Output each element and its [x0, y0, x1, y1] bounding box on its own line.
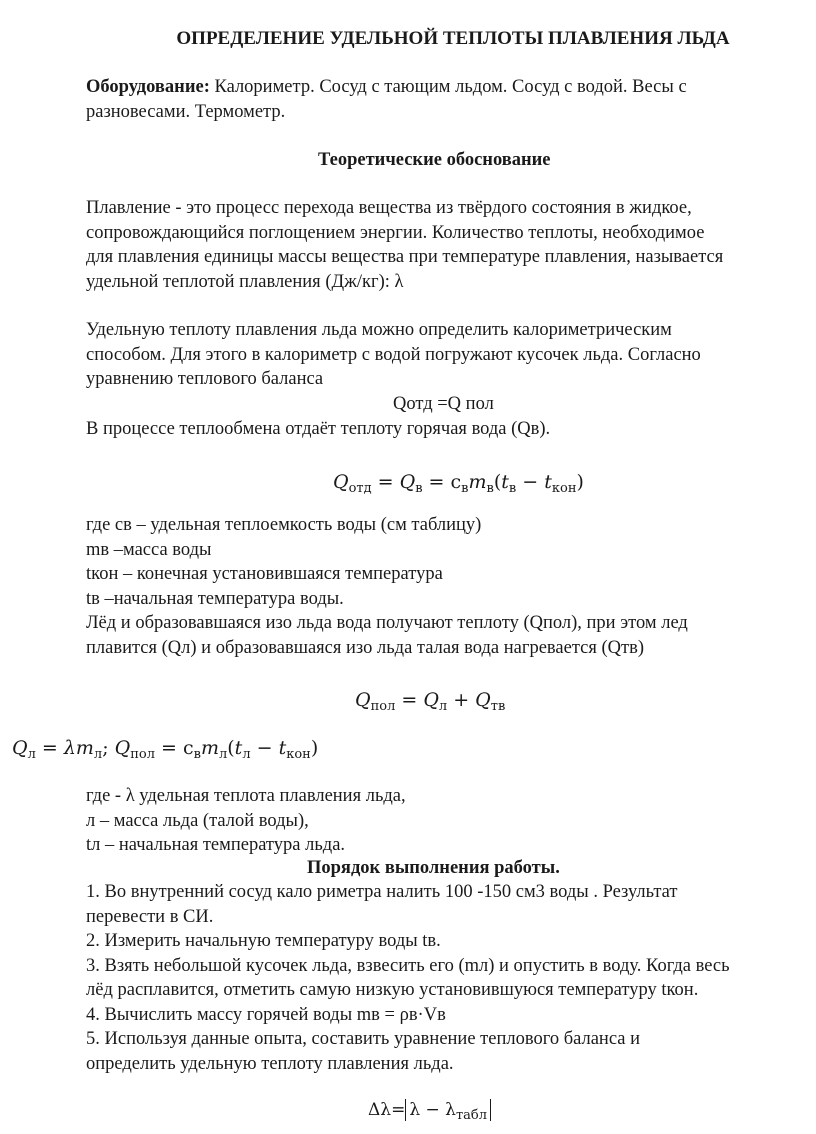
formula-operator: − — [420, 1100, 446, 1120]
formula-operator: − — [516, 471, 545, 493]
formula-operator: + — [447, 689, 476, 711]
formula-subscript: кон — [551, 481, 577, 496]
formula-symbol: Q — [355, 689, 371, 711]
formula-paren: ( — [227, 737, 235, 759]
formula-subscript: пол — [370, 699, 396, 714]
formula-symbol: c — [182, 737, 194, 759]
formula-delta-lambda — [368, 1098, 491, 1123]
formula-symbol: t — [278, 737, 287, 759]
formula-symbol: m — [468, 471, 487, 493]
formula-symbol: Q — [423, 689, 439, 711]
text-line: tл – начальная температура льда. — [86, 835, 346, 855]
text-line: tв –начальная температура воды. — [86, 588, 344, 609]
formula-paren: ) — [310, 737, 319, 759]
formula-symbol: Q — [333, 471, 349, 493]
theory-paragraph-2 — [86, 318, 701, 392]
formula-symbol: Δλ — [368, 1100, 392, 1120]
procedure-steps — [86, 880, 730, 1076]
formula-subscript: табл — [455, 1108, 487, 1123]
definitions-2 — [86, 784, 406, 858]
equipment-section — [86, 75, 687, 124]
formula-subscript: в — [486, 481, 494, 496]
text-line: Плавление - это процесс перехода вещества из твёрдого состояния в жидкое, — [86, 198, 692, 218]
page-title: ОПРЕДЕЛЕНИЕ УДЕЛЬНОЙ ТЕПЛОТЫ ПЛАВЛЕНИЯ ЛЬДА — [176, 28, 730, 49]
step-line: 4. Вычислить массу горячей воды mв = ρв·Vв — [86, 1004, 446, 1025]
equipment-line-2: разновесами. Термометр. — [86, 101, 286, 122]
formula-operator: = — [395, 689, 424, 711]
formula-operator: = — [35, 737, 64, 759]
theory-paragraph-1 — [86, 196, 723, 294]
text-line: уравнению теплового баланса — [86, 369, 324, 389]
hot-water-line: В процессе теплообмена отдаёт теплоту горячая вода (Qв). — [86, 419, 551, 439]
procedure-heading: Порядок выполнения работы. — [307, 858, 560, 878]
formula-paren: ) — [576, 471, 584, 493]
formula-subscript: кон — [286, 747, 311, 762]
formula-operator: = — [371, 471, 400, 493]
formula-symbol: c — [450, 471, 462, 493]
formula-subscript: л — [438, 699, 448, 714]
formula-subscript: в — [461, 481, 469, 496]
formula-symbol: t — [234, 737, 243, 759]
formula-subscript: отд — [348, 481, 372, 496]
text-line: где св – удельная теплоемкость воды (см таблицу) — [86, 515, 482, 535]
step-line: перевести в СИ. — [86, 906, 214, 927]
formula-symbol: λ — [445, 1100, 456, 1120]
step-line: 3. Взять небольшой кусочек льда, взвесить его (mл) и опустить в воду. Когда весь — [86, 955, 730, 976]
formula-subscript: л — [27, 747, 36, 762]
formula-operator: − — [250, 737, 279, 759]
theory-heading: Теоретические обоснование — [318, 150, 551, 170]
text-line: tкон – конечная установившаяся температура — [86, 564, 443, 584]
equipment-line-1: Калориметр. Сосуд с тающим льдом. Сосуд с водой. Весы с — [214, 77, 687, 97]
text-line: способом. Для этого в калориметр с водой погружают кусочек льда. Согласно — [86, 344, 701, 365]
formula-operator: = — [391, 1100, 406, 1120]
text-line: л – масса льда (талой воды), — [86, 810, 309, 831]
text-line: mв –масса воды — [86, 539, 212, 560]
text-line: для плавления единицы массы вещества при температуре плавления, называется — [86, 247, 724, 267]
formula-symbol: λ — [63, 737, 76, 759]
text-line: Удельную теплоту плавления льда можно определить калориметрическим — [86, 320, 672, 340]
formula-abs — [405, 1099, 491, 1121]
step-line: лёд расплавится, отметить самую низкую установившуюся температуру tкон. — [86, 980, 699, 1000]
formula-symbol: m — [200, 737, 219, 759]
formula-symbol: Q — [399, 471, 416, 493]
formula-subscript: пол — [130, 747, 155, 762]
formula-q-l — [12, 736, 318, 761]
formula-symbol: t — [501, 471, 509, 493]
text-line: Лёд и образовавшаяся изо льда вода получают теплоту (Qпол), при этом лед — [86, 613, 688, 633]
balance-equation: Qотд =Q пол — [393, 394, 494, 414]
text-line: где - λ удельная теплота плавления льда, — [86, 786, 406, 806]
formula-operator: ; — [102, 737, 115, 759]
formula-subscript: л — [218, 747, 228, 762]
formula-subscript: л — [93, 747, 103, 762]
formula-subscript: в — [415, 481, 423, 496]
formula-subscript: тв — [490, 699, 506, 714]
formula-subscript: в — [193, 747, 201, 762]
text-line: удельной теплотой плавления (Дж/кг): λ — [86, 271, 404, 292]
formula-symbol: t — [544, 471, 552, 493]
formula-subscript: л — [242, 747, 251, 762]
formula-subscript: в — [508, 481, 517, 496]
formula-symbol: Q — [12, 737, 28, 759]
equipment-label: Оборудование: — [86, 77, 210, 97]
formula-symbol: m — [75, 737, 94, 759]
text-line: плавится (Qл) и образовавшаяся изо льда талая вода нагревается (Qтв) — [86, 637, 644, 658]
text-line: сопровождающийся поглощением энергии. Количество теплоты, необходимое — [86, 222, 705, 243]
step-line: 1. Во внутренний сосуд кало риметра налить 100 -150 см3 воды . Результат — [86, 882, 678, 902]
step-line: определить удельную теплоту плавления льда. — [86, 1053, 454, 1074]
formula-symbol: Q — [114, 737, 131, 759]
formula-symbol: λ — [409, 1100, 421, 1120]
formula-operator: = — [154, 737, 183, 759]
definitions-1 — [86, 513, 688, 660]
formula-symbol: Q — [475, 689, 491, 711]
step-line: 2. Измерить начальную температуру воды tв. — [86, 931, 441, 951]
formula-q-pol — [355, 688, 505, 713]
formula-q-otd — [333, 470, 584, 495]
step-line: 5. Используя данные опыта, составить уравнение теплового баланса и — [86, 1029, 641, 1049]
formula-operator: = — [422, 471, 451, 493]
formula-paren: ( — [493, 471, 502, 493]
